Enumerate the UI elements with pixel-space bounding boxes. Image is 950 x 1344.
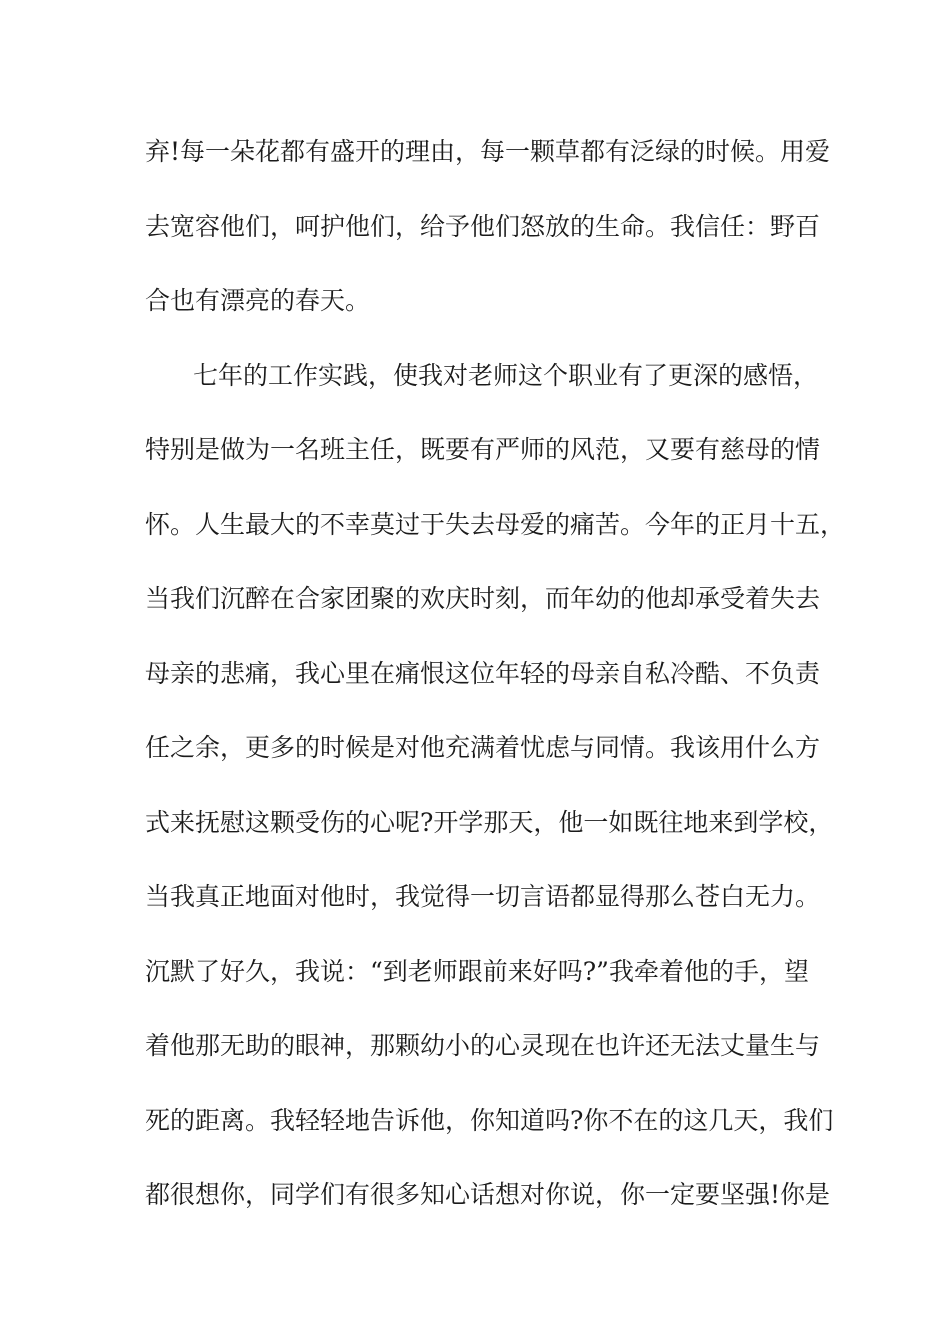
text-line: 特别是做为一名班主任，既要有严师的风范，又要有慈母的情 — [145, 435, 821, 464]
text-line: 怀。人生最大的不幸莫过于失去母爱的痛苦。今年的正月十五， — [145, 510, 846, 539]
text-line: 式来抚慰这颗受伤的心呢?开学那天，他一如既往地来到学校， — [145, 808, 834, 837]
text-line: 任之余，更多的时候是对他充满着忧虑与同情。我该用什么方 — [145, 733, 821, 762]
text-line: 母亲的悲痛，我心里在痛恨这位年轻的母亲自私冷酷、不负责 — [145, 659, 821, 688]
text-line: 弃!每一朵花都有盛开的理由，每一颗草都有泛绿的时候。用爱 — [145, 137, 831, 166]
paragraph-first-line: 七年的工作实践，使我对老师这个职业有了更深的感悟， — [193, 361, 819, 390]
text-line: 去宽容他们，呵护他们，给予他们怒放的生命。我信任：野百 — [145, 212, 821, 241]
text-line: 当我真正地面对他时，我觉得一切言语都显得那么苍白无力。 — [145, 882, 821, 911]
text-line: 当我们沉醉在合家团聚的欢庆时刻，而年幼的他却承受着失去 — [145, 584, 821, 613]
text-line: 死的距离。我轻轻地告诉他，你知道吗?你不在的这几天，我们 — [145, 1106, 834, 1135]
text-line: 都很想你，同学们有很多知心话想对你说，你一定要坚强!你是 — [145, 1180, 831, 1209]
text-line: 着他那无助的眼神，那颗幼小的心灵现在也许还无法丈量生与 — [145, 1031, 821, 1060]
text-line: 合也有漂亮的春天。 — [145, 286, 371, 315]
text-line: 沉默了好久，我说：“到老师跟前来好吗?”我牵着他的手，望 — [145, 957, 809, 986]
